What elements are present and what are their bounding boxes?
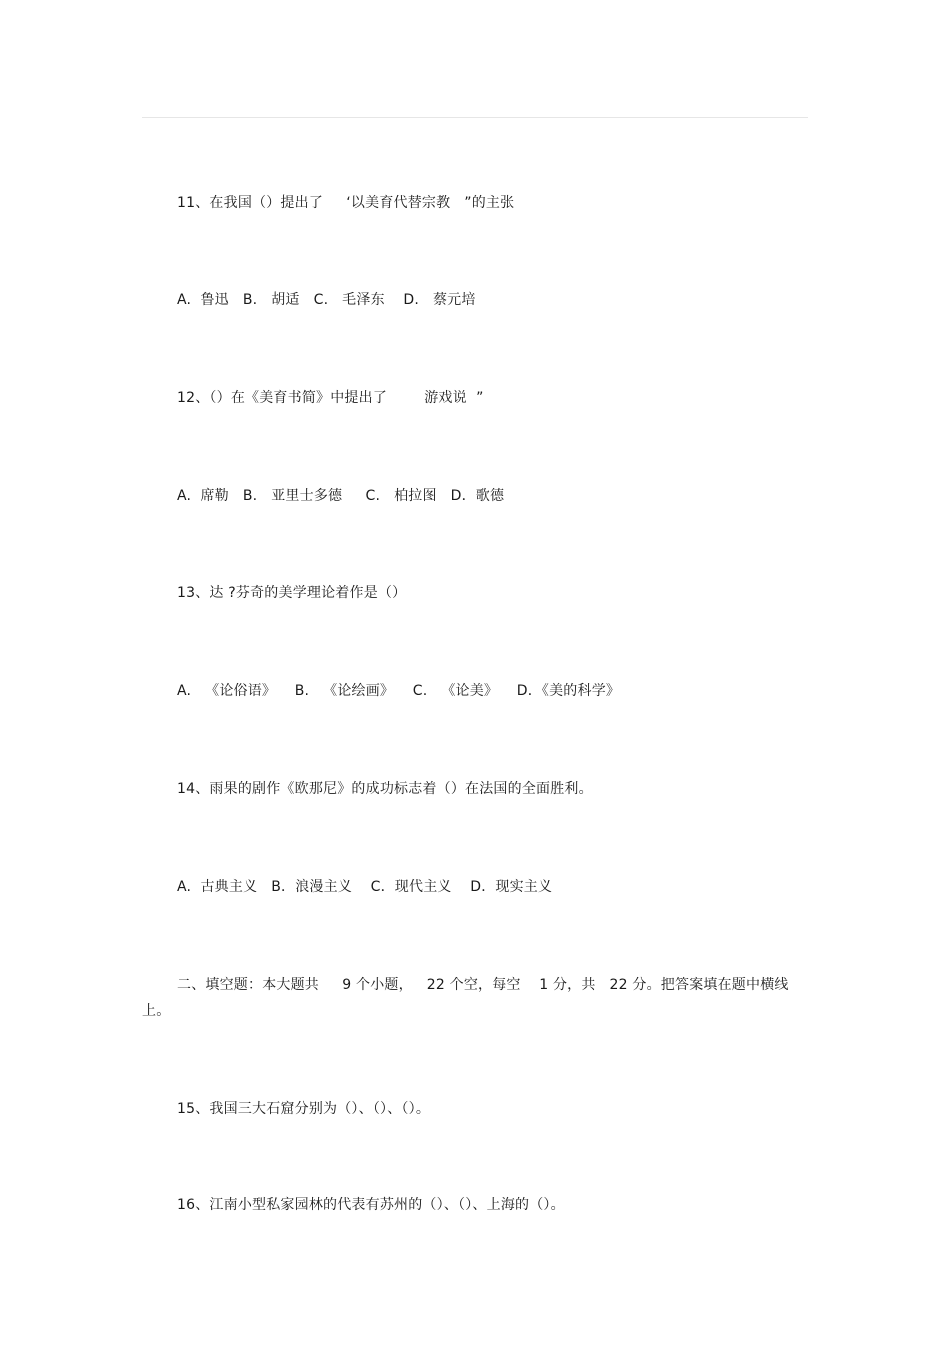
question-14: 14、雨果的剧作《欧那尼》的成功标志着（）在法国的全面胜利。 bbox=[177, 781, 593, 797]
question-11-options: A. 鲁迅 B. 胡适 C. 毛泽东 D. 蔡元培 bbox=[177, 292, 476, 308]
question-12: 12、（）在《美育书简》中提出了 游戏说 ” bbox=[177, 390, 484, 406]
header-divider bbox=[142, 117, 808, 118]
question-14-options: A. 古典主义 B．浪漫主义 C．现代主义 D．现实主义 bbox=[177, 879, 553, 895]
question-13: 13、达 ?芬奇的美学理论着作是（） bbox=[177, 585, 407, 601]
question-15: 15、我国三大石窟分别为（）、（）、（）。 bbox=[177, 1101, 431, 1117]
question-12-options: A. 席勒 B. 亚里士多德 C. 柏拉图 D．歌德 bbox=[177, 488, 505, 504]
question-11: 11、在我国（）提出了 ‘以美育代替宗教 ”的主张 bbox=[177, 195, 515, 211]
question-13-options: A. 《论俗语》 B. 《论绘画》 C. 《论美》 D．《美的科学》 bbox=[177, 683, 621, 699]
section-two-heading: 二、填空题：本大题共 9 个小题， 22 个空，每空 1 分，共 22 分。把答案填在题中横线上。 bbox=[142, 977, 789, 1019]
question-16: 16、江南小型私家园林的代表有苏州的（）、（）、上海的（）。 bbox=[177, 1197, 565, 1213]
